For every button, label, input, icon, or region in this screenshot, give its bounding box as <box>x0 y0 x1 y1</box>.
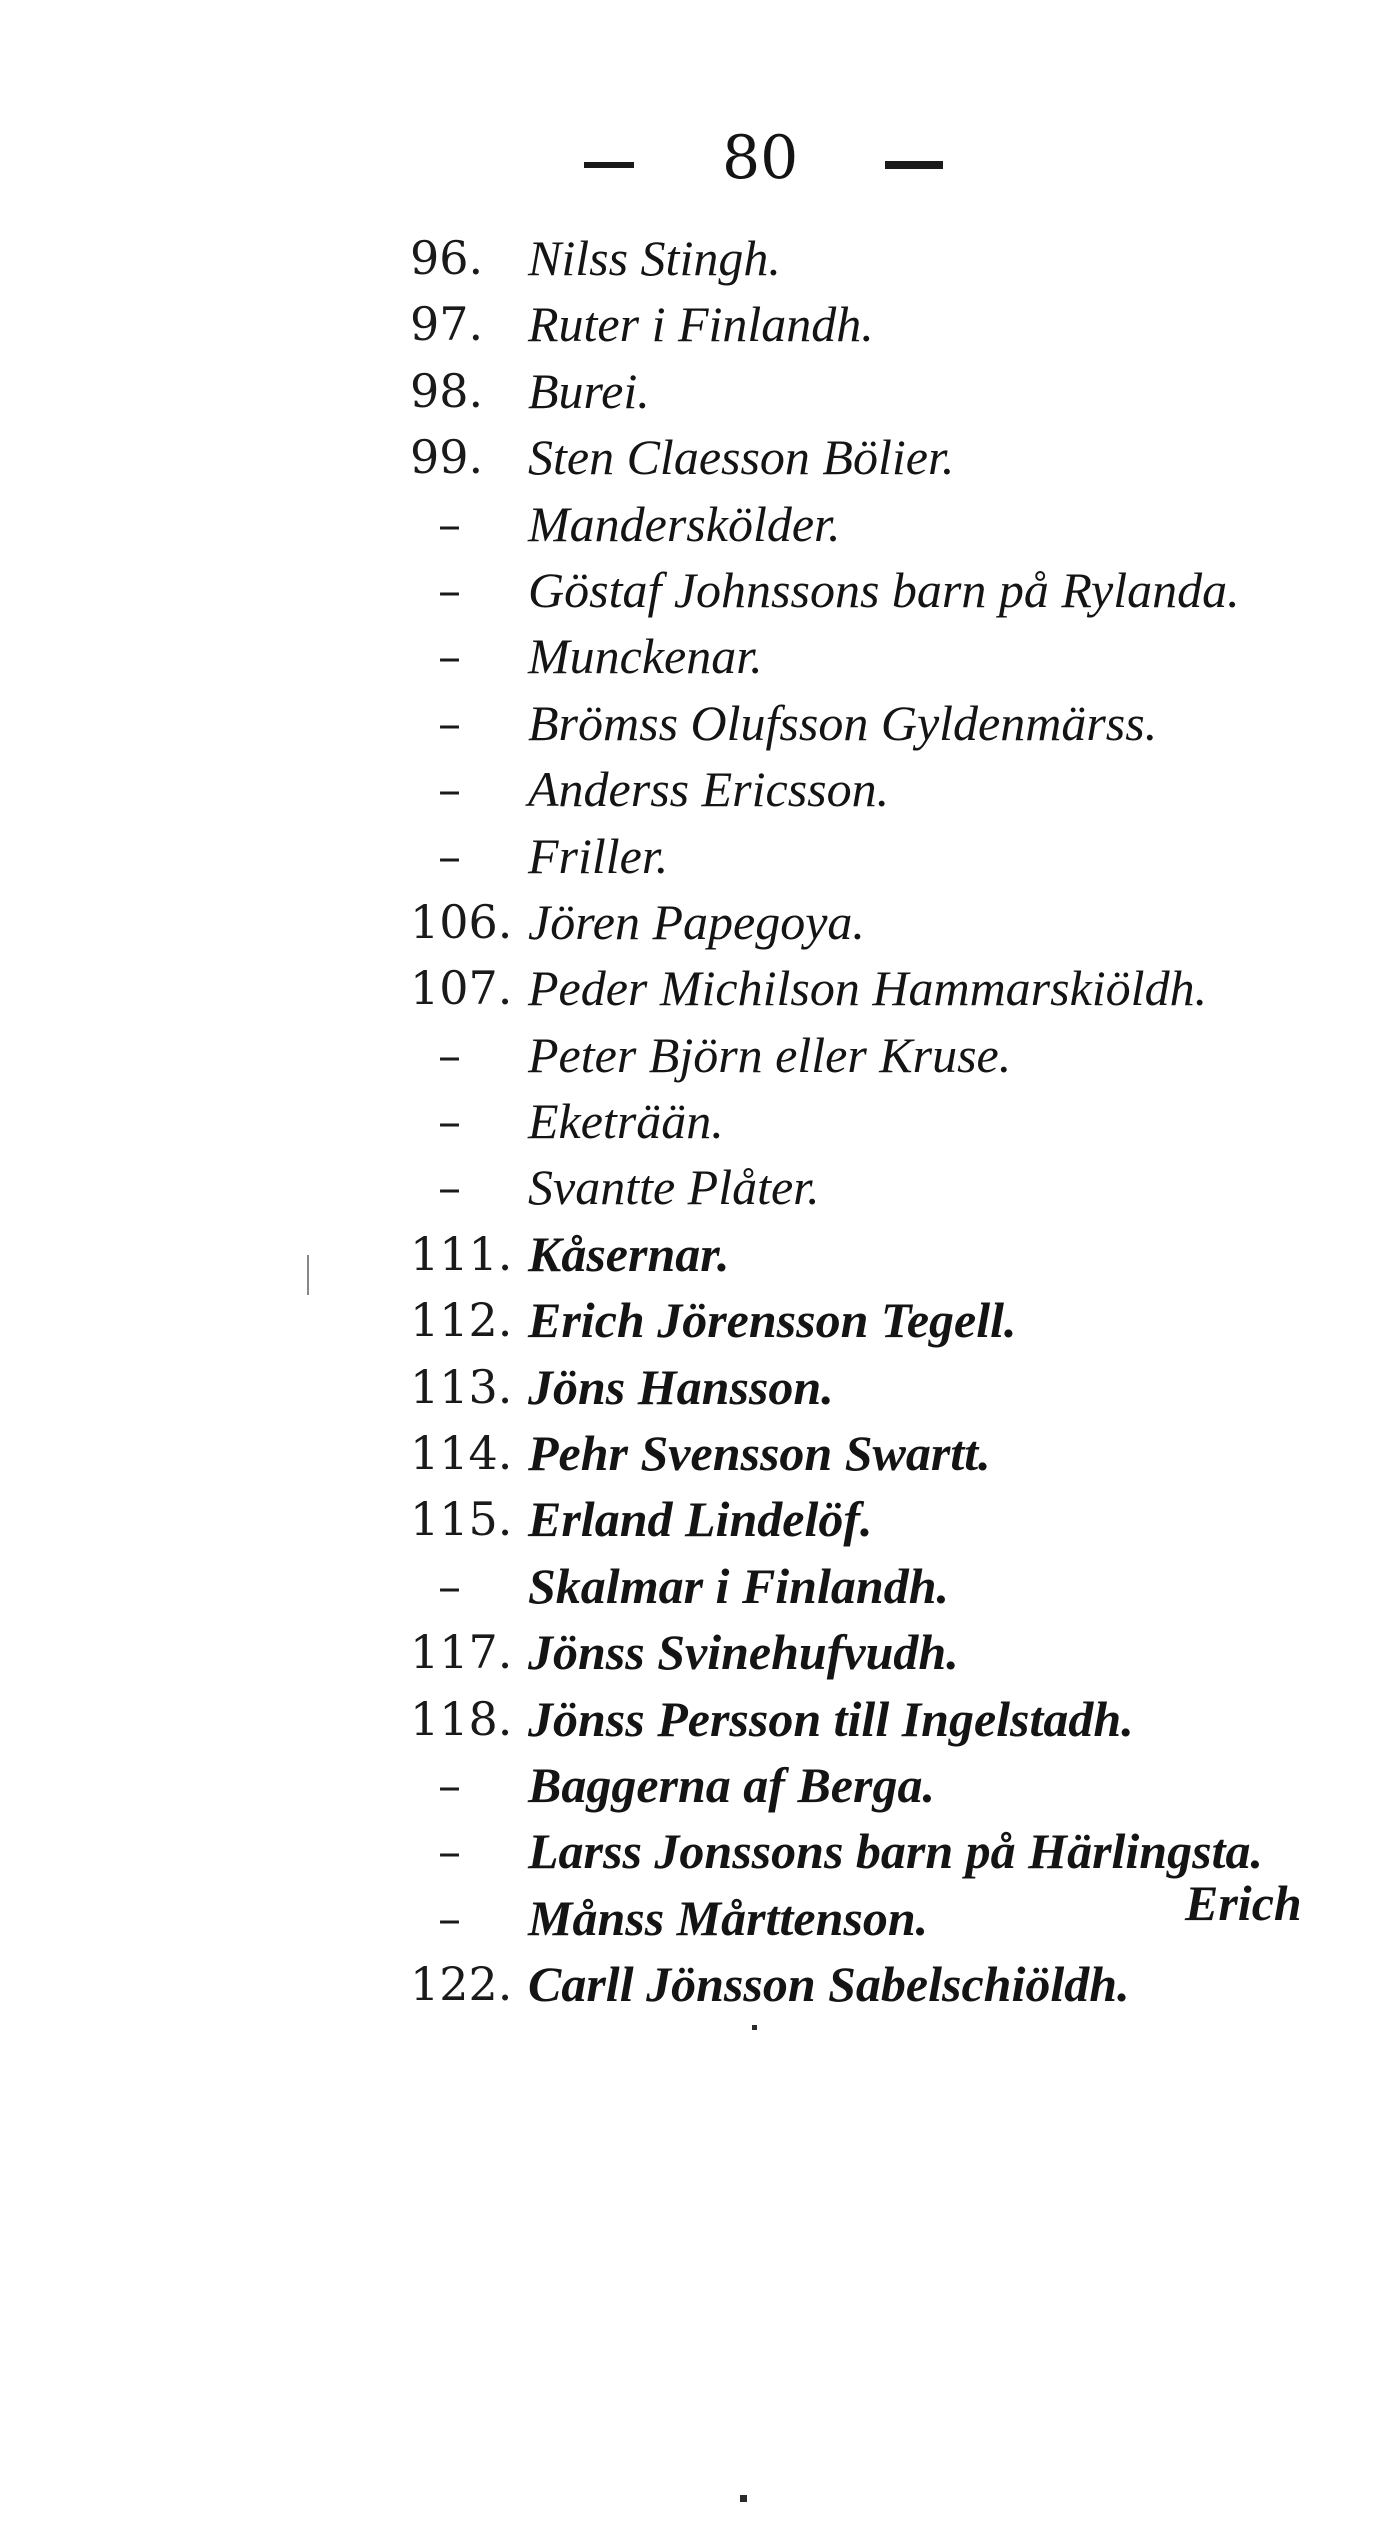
entry-name: Ruter i Finlandh. <box>528 296 874 353</box>
entry-name: Eketrään. <box>528 1093 724 1150</box>
list-item <box>0 823 1400 889</box>
list-item <box>0 291 1400 357</box>
header-rule-right <box>885 161 943 169</box>
list-item <box>0 1354 1400 1420</box>
entry-number: 97. <box>410 297 484 352</box>
entry-number: 107. <box>410 961 513 1016</box>
entry-number: – <box>438 1824 461 1879</box>
page-header <box>0 118 1400 198</box>
list-item <box>0 889 1400 955</box>
entry-name: Baggerna af Berga. <box>528 1756 935 1813</box>
list-item <box>0 358 1400 424</box>
entry-name: Anderss Ericsson. <box>528 761 890 818</box>
entry-number: 106. <box>410 894 513 949</box>
entry-name: Peder Michilson Hammarskiöldh. <box>528 960 1208 1017</box>
list-item <box>0 424 1400 490</box>
entry-number: 114. <box>410 1426 513 1481</box>
entry-number: – <box>438 496 461 551</box>
catchword: Erich <box>1185 1875 1302 1931</box>
entry-number: – <box>438 1160 461 1215</box>
entry-name: Jöns Hansson. <box>528 1358 834 1415</box>
list-item <box>0 225 1400 291</box>
entry-name: Larss Jonssons barn på Härlingsta. <box>528 1823 1263 1880</box>
list-item <box>0 557 1400 623</box>
entry-number: – <box>438 1027 461 1082</box>
entry-name: Göstaf Johnssons barn på Rylanda. <box>528 561 1240 618</box>
entry-number: 118. <box>410 1691 513 1746</box>
entry-number: – <box>438 762 461 817</box>
entry-number: 96. <box>410 231 484 285</box>
entry-number: 122. <box>410 1957 513 2012</box>
entry-name: Brömss Olufsson Gyldenmärss. <box>528 694 1158 751</box>
entry-number: – <box>438 629 461 684</box>
list-item <box>0 623 1400 689</box>
entry-number: – <box>438 695 461 750</box>
entry-name: Burei. <box>528 362 650 419</box>
list-item <box>0 1686 1400 1752</box>
speck-mark <box>740 2495 747 2502</box>
entry-name: Manderskölder. <box>528 495 841 552</box>
entry-name: Kåsernar. <box>528 1225 730 1282</box>
entry-name: Jönss Persson till Ingelstadh. <box>528 1690 1134 1747</box>
list-item <box>0 1022 1400 1088</box>
header-rule-left <box>584 162 634 168</box>
list-item <box>0 690 1400 756</box>
page-number: 80 <box>722 123 799 193</box>
entry-number: 115. <box>410 1492 513 1547</box>
entry-number: 98. <box>410 363 484 418</box>
entry-name: Sten Claesson Bölier. <box>528 429 955 486</box>
entry-name: Pehr Svensson Swartt. <box>528 1425 991 1482</box>
entry-number: 112. <box>410 1293 513 1348</box>
list-item <box>0 1752 1400 1818</box>
entry-number: – <box>438 1558 461 1613</box>
list-item <box>0 1221 1400 1287</box>
entry-name: Nilss Stingh. <box>528 230 781 286</box>
entry-name: Svantte Plåter. <box>528 1159 820 1216</box>
entry-number: 99. <box>410 430 484 485</box>
list-item <box>0 1619 1400 1685</box>
entry-name: Friller. <box>528 827 669 884</box>
entry-name: Erland Lindelöf. <box>528 1491 873 1548</box>
margin-mark <box>307 1255 309 1295</box>
entry-number: – <box>438 828 461 883</box>
list-item <box>0 1553 1400 1619</box>
entry-name: Carll Jönsson Sabelschiöldh. <box>528 1956 1130 2013</box>
entry-number: – <box>438 1757 461 1812</box>
entry-number: 113. <box>410 1359 513 1414</box>
list-item <box>0 1154 1400 1220</box>
list-item <box>0 1420 1400 1486</box>
list-item <box>0 1088 1400 1154</box>
speck-mark <box>752 2025 757 2030</box>
list-item <box>0 491 1400 557</box>
entry-name: Månss Mårttenson. <box>528 1889 929 1946</box>
list-item <box>0 1287 1400 1353</box>
entry-number: 117. <box>410 1625 513 1680</box>
entry-number: – <box>438 1094 461 1149</box>
list-item <box>0 1486 1400 1552</box>
list-item <box>0 756 1400 822</box>
entry-number: 111. <box>410 1226 513 1281</box>
entry-name: Skalmar i Finlandh. <box>528 1557 949 1614</box>
entry-list <box>0 225 1400 2018</box>
entry-name: Peter Björn eller Kruse. <box>528 1026 1012 1083</box>
entry-name: Jören Papegoya. <box>528 893 865 950</box>
entry-name: Jönss Svinehufvudh. <box>528 1624 959 1681</box>
list-item <box>0 955 1400 1021</box>
entry-number: – <box>438 1890 461 1945</box>
entry-name: Munckenar. <box>528 628 763 685</box>
entry-name: Erich Jörensson Tegell. <box>528 1292 1017 1349</box>
entry-number: – <box>438 562 461 617</box>
list-item <box>0 1951 1400 2017</box>
